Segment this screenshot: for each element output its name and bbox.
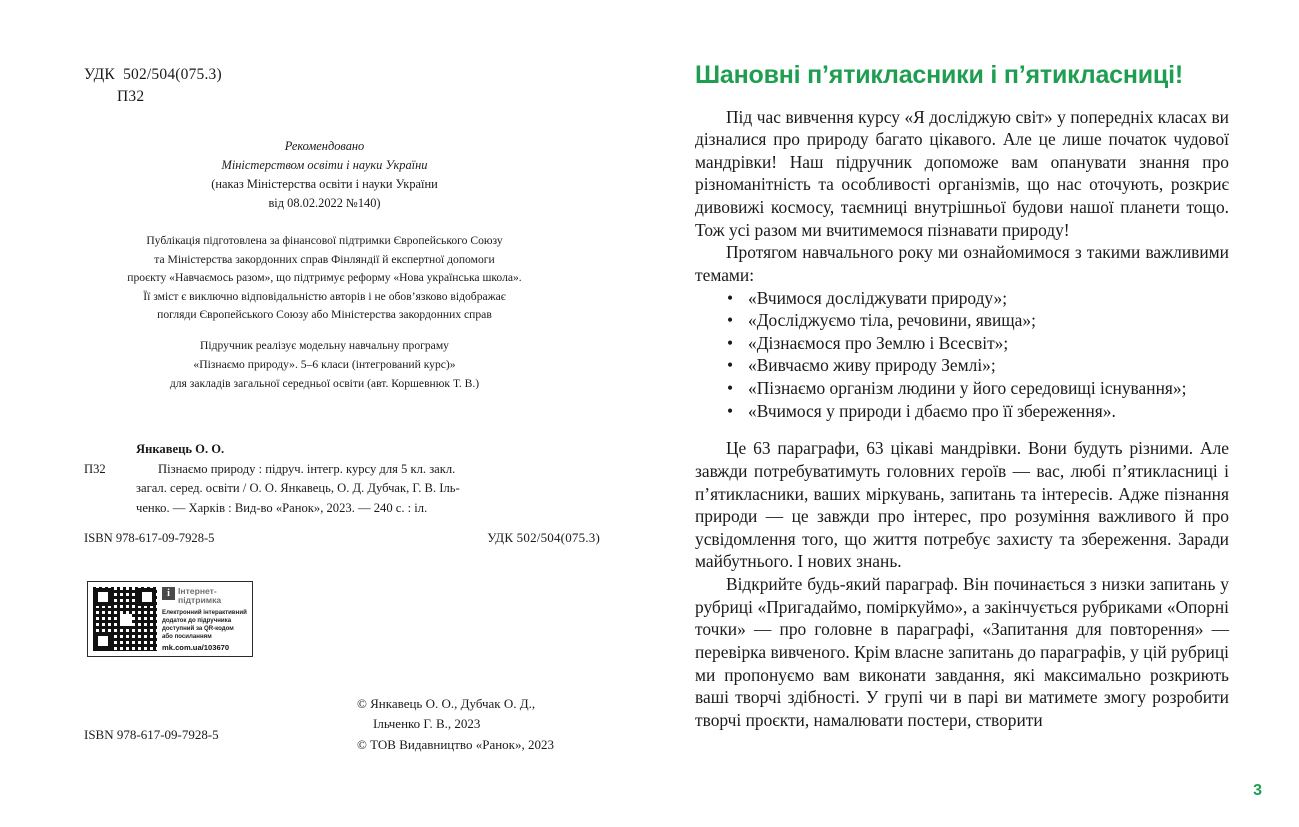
internet-support-box[interactable]	[87, 581, 253, 657]
internet-support-url[interactable]: mk.com.ua/103670	[162, 642, 230, 652]
intro-paragraph-3: Це 63 параграфи, 63 цікаві мандрівки. Вони будуть різними. Але завжди потребуватимуть головних героїв — вас, любі п’ятикласниці і п’ятикласники, ваших міркувань, запитань та інтересів. Адже пізнання природи — це завжди про інтерес, про розуміння важливого й про усвідомлення того, що життя потребує захисту та збереження. Заради майбутнього. І нових знань.	[695, 438, 1229, 572]
intro-paragraph-1: Під час вивчення курсу «Я досліджую світ» у попередніх класах ви дізналися про природу багато цікавого. Але це лише початок чудової мандрівки! Наш підручник допоможе вам опанувати знання про різноманітність та особливості організмів, що нас оточують, розкриє дивовижі космосу, таємниці внутрішньої будови нашої планети тощо. Тож усі разом ми вчитимемося пізнавати природу!	[695, 106, 1229, 240]
internet-support-header	[162, 587, 247, 606]
intro-paragraph-4: Відкрийте будь-який параграф. Він починається з низки запитань у рубриці «Пригадаймо, поміркуймо», а закінчується рубриками «Опорні точки» — про головне в параграфі, «Запитання для повторення» — перевірка вивченого. Крім власне запитань до параграфів, у цій рубриці ми пропонуємо вам виконати завдання, які максимально розкриють ваші творчі здібності. У групі чи в парі ви матимете змогу розробити творчі проєкти, намалювати постери, створити	[695, 574, 1229, 730]
recommendation-line-4: від 08.02.2022 №140)	[268, 195, 381, 210]
topic-label: «Вчимося досліджувати природу»;	[748, 287, 1008, 308]
program-line-1: Підручник реалізує модельну навчальну програму	[200, 339, 449, 352]
biblio-shelf-code: П32	[84, 461, 106, 476]
topic-label: «Дізнаємося про Землю і Всесвіт»;	[748, 332, 1009, 353]
udc-repeat: УДК 502/504(075.3)	[487, 530, 600, 545]
topics-list	[695, 287, 1229, 423]
internet-support-desc-line-1: Електронний інтерактивний	[162, 608, 247, 616]
biblio-line-3: ченко. — Харків : Вид-во «Ранок», 2023. — 240 с. : іл.	[136, 500, 428, 515]
topic-label: «Досліджуємо тіла, речовини, явища»;	[748, 310, 1036, 331]
info-icon: i	[162, 587, 175, 600]
program-note	[0, 337, 649, 393]
udc-block	[84, 64, 222, 108]
list-item	[695, 377, 1229, 400]
page-title: Шановні п’ятикласники і п’ятикласниці!	[695, 61, 1183, 89]
bullet-icon: •	[727, 355, 734, 376]
isbn-upper: ISBN 978-617-09-7928-5	[84, 531, 215, 546]
bullet-icon: •	[727, 287, 734, 308]
page-number: 3	[1253, 782, 1262, 799]
funding-line-2: та Міністерства закордонних справ Фінляндії й експертної допомоги	[154, 252, 495, 266]
introduction-content	[695, 62, 1229, 731]
internet-support-desc-line-2: додаток до підручника	[162, 616, 232, 624]
internet-support-desc-line-3: доступний за QR-кодом	[162, 624, 234, 632]
introduction-page	[649, 0, 1299, 827]
copyright-block	[357, 694, 554, 755]
internet-support-description	[162, 609, 247, 641]
program-line-3: для закладів загальної середньої освіти (авт. Коршевнюк Т. В.)	[169, 376, 480, 390]
udc-code: УДК 502/504(075.3)	[84, 66, 222, 83]
funding-line-1: Публікація підготовлена за фінансової підтримки Європейського Союзу	[146, 234, 503, 247]
bullet-icon: •	[727, 310, 734, 331]
recommendation-line-3: (наказ Міністерства освіти і науки України	[211, 176, 438, 191]
list-item	[695, 400, 1229, 423]
program-line-2: «Пізнаємо природу». 5–6 класи (інтегрований курс)»	[193, 357, 456, 371]
biblio-line-2: загал. серед. освіти / О. О. Янкавець, О. Д. Дубчак, Г. В. Іль-	[136, 481, 460, 496]
biblio-author: Янкавець О. О.	[136, 442, 225, 456]
list-item	[695, 309, 1229, 332]
catalog-code: П32	[117, 88, 145, 105]
list-item	[695, 287, 1229, 310]
bullet-icon: •	[727, 400, 734, 421]
intro-paragraph-2: Протягом навчального року ми ознайомимося з такими важливими темами:	[695, 242, 1229, 285]
topic-label: «Вивчаємо живу природу Землі»;	[748, 355, 996, 376]
biblio-line-1: Пізнаємо природу : підруч. інтегр. курсу для 5 кл. закл.	[158, 461, 456, 476]
bullet-icon: •	[727, 378, 734, 398]
imprint-page	[0, 0, 649, 827]
recommendation-line-2: Міністерством освіти і науки України	[221, 157, 428, 172]
bullet-icon: •	[727, 332, 734, 353]
funding-line-4: Її зміст є виключно відповідальністю авторів і не обов’язково відображає	[143, 289, 506, 303]
qr-code-icon[interactable]	[93, 587, 157, 651]
isbn-lower: ISBN 978-617-09-7928-5	[84, 727, 219, 742]
internet-support-title-line-2: підтримка	[178, 595, 222, 606]
list-item	[695, 354, 1229, 377]
copyright-line-3: © ТОВ Видавництво «Ранок», 2023	[357, 736, 554, 752]
internet-support-title	[178, 587, 221, 606]
funding-line-5: погляди Європейського Союзу або Міністерства закордонних справ	[157, 308, 492, 322]
topic-label: «Пізнаємо організм людини у його середовищі існування»;	[748, 378, 1187, 398]
internet-support-desc-line-4: або посиланням	[162, 632, 212, 640]
biblio-body	[84, 460, 604, 519]
funding-note	[0, 232, 649, 325]
funding-line-3: проєкту «Навчаємось разом», що підтримує реформу «Нова українська школа».	[127, 271, 522, 285]
topic-label: «Вчимося у природи і дбаємо про її збереження».	[748, 400, 1116, 421]
list-item	[695, 332, 1229, 355]
internet-support-title-line-1: Інтернет-	[178, 586, 217, 596]
copyright-line-2: Ільченко Г. В., 2023	[373, 716, 481, 732]
recommendation-line-1: Рекомендовано	[284, 139, 365, 153]
recommendation-block	[0, 137, 649, 212]
copyright-line-1: © Янкавець О. О., Дубчак О. Д.,	[357, 696, 536, 711]
internet-support-text	[162, 587, 247, 651]
